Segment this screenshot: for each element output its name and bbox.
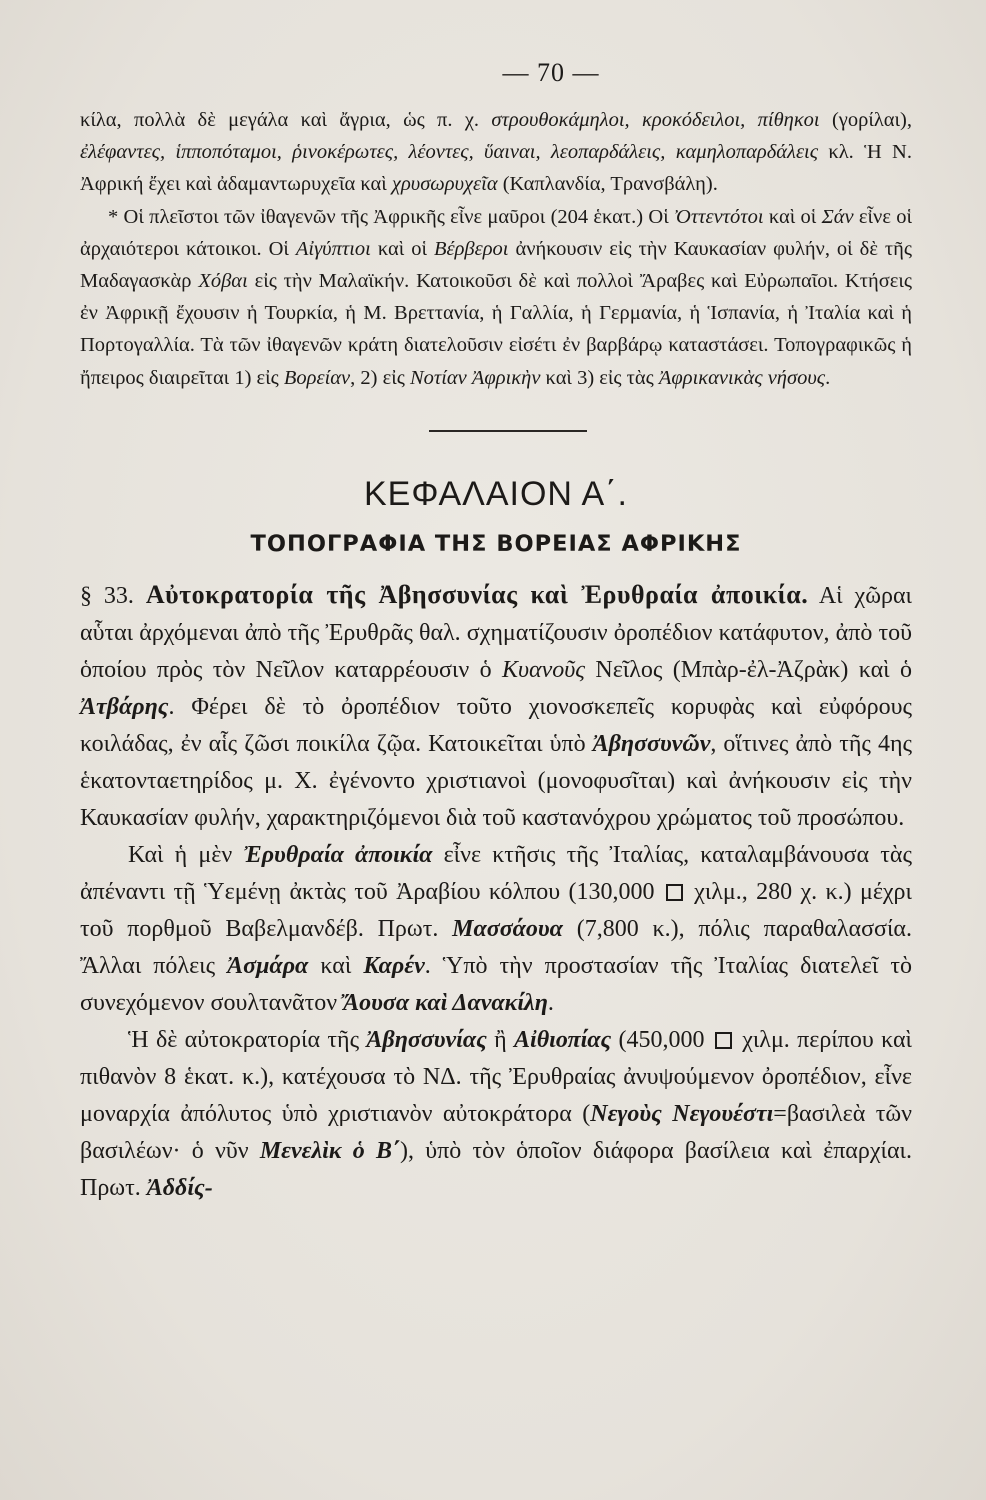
text-run: Αἱ χῶραι αὗται ἀρχόμεναι ἀπὸ τῆς Ἐρυθρᾶς θαλ. σχηματίζουσιν ὀροπέδιον κατάφυτον, ἀπὸ τοῦ ὁποίου πρὸς τὸν Νεῖλον καταρρέουσιν ὁ (80, 582, 913, 683)
text-run: ἐλέφαντες, ἱπποπόταμοι, ῥινοκέρωτες, λέοντες, ὕαιναι, λεοπαρδάλεις, καμηλοπαρδάλεις (80, 141, 819, 164)
abyssinia-paragraph (80, 1022, 912, 1207)
text-run: Καὶ ἡ μὲν (128, 841, 244, 868)
text-run: Χόβαι (198, 270, 248, 293)
footnote-paragraph-1 (80, 104, 912, 201)
text-run: Ἀδδίς- (146, 1174, 213, 1201)
text-run: Ἡ δὲ αὐτοκρατορία τῆς (128, 1026, 367, 1053)
text-run: * Οἱ πλεῖστοι τῶν ἰθαγενῶν τῆς Ἀφρικῆς εἶνε μαῦροι (204 ἑκατ.) Οἱ (108, 205, 675, 228)
text-run: (γορίλαι), (819, 109, 912, 131)
chapter-title: ΚΕΦΑΛΑΙΟΝ Α΄. (363, 474, 629, 513)
text-run: . (825, 366, 831, 389)
text-run: , 2) εἰς (350, 366, 410, 389)
section-33-paragraph (80, 576, 912, 837)
text-run: Ἄουσα καὶ Δανακίλη (343, 989, 548, 1016)
text-run: Αὐτοκρατορία τῆς Ἀβησσυνίας καὶ Ἐρυθραία ἀποικία. (145, 579, 809, 609)
text-run: καὶ 3) εἰς τὰς (540, 366, 659, 389)
text-run: Βορείαν (283, 366, 351, 389)
text-run: χιλμ., 280 χ. κ.) μέχρι τοῦ πορθμοῦ Βαβελμανδέβ. Πρωτ. (80, 878, 912, 942)
text-run: (450,000 (611, 1026, 712, 1053)
square-unit-icon (715, 1032, 732, 1049)
text-run: . Φέρει δὲ τὸ ὀροπέδιον τοῦτο χιονοσκεπεῖς κορυφὰς καὶ εὐφόρους κοιλάδας, ἐν αἷς ζῶσι ποικίλα ζῷα. Κατοικεῖται ὑπὸ (80, 693, 912, 757)
text-run: Ὀττεντότοι (674, 205, 764, 228)
text-run: Κυανοῦς (501, 656, 585, 683)
text-run: Νεῖλος (Μπὰρ-ἐλ-Ἀζρὰκ) καὶ ὁ (585, 656, 913, 683)
text-run: Νεγοὺς Νεγουέστι (590, 1100, 774, 1127)
text-run: Αἰγύπτιοι (295, 237, 371, 260)
text-run: Ἀσμάρα (227, 952, 309, 979)
text-run: ), ὑπὸ τὸν ὁποῖον διάφορα βασίλεια καὶ ἐπαρχίαι. Πρωτ. (80, 1137, 912, 1201)
text-run: καὶ οἱ (763, 205, 822, 228)
footnote-paragraph-2 (80, 201, 912, 394)
section-divider (429, 430, 587, 432)
text-run: (Καπλανδία, Τρανσβάλη). (497, 173, 718, 196)
text-run: Ἀτβάρης (80, 693, 169, 720)
eritrea-paragraph (80, 837, 912, 1022)
text-run: Ἐρυθραία ἀποικία (243, 841, 433, 868)
text-run: εἶνε οἱ ἀρχαιότεροι κάτοικοι. Οἱ (80, 205, 912, 260)
text-run: κίλα, πολλὰ δὲ μεγάλα καὶ ἄγρια, ὡς π. χ. (80, 109, 492, 131)
text-run: =βασιλεὰ τῶν βασιλέων· ὁ νῦν (80, 1100, 912, 1164)
text-run: Καρέν (363, 952, 425, 979)
text-run: Αἰθιοπίας (514, 1026, 612, 1053)
text-run: Μενελὶκ ὁ Β΄ (259, 1137, 400, 1164)
text-run: . (547, 989, 554, 1016)
text-run: . Ὑπὸ τὴν προστασίαν τῆς Ἰταλίας διατελεῖ τὸ συνεχόμενον σουλτανᾶτον (80, 952, 912, 1016)
text-run: καὶ (308, 952, 364, 979)
text-run: Νοτίαν Ἀφρικὴν (409, 366, 541, 389)
text-run: Βέρβεροι (433, 237, 509, 260)
text-run: Ἀφρικανικὰς νήσους (658, 366, 826, 389)
text-run: εἶνε κτῆσις τῆς Ἰταλίας, καταλαμβάνουσα τὰς ἀπέναντι τῇ Ὑεμένῃ ἀκτὰς τοῦ Ἀραβίου κόλπου (130,000 (80, 841, 912, 905)
square-unit-icon (666, 884, 683, 901)
text-run: χρυσωρυχεῖα (391, 173, 498, 196)
text-run: στρουθοκάμηλοι, κροκόδειλοι, πίθηκοι (491, 109, 820, 131)
text-run: χιλμ. περίπου καὶ πιθανὸν 8 ἑκατ. κ.), κατέχουσα τὸ ΝΔ. τῆς Ἐρυθραίας ἀνυψούμενον ὀροπέδιον, εἶνε μοναρχία ἀπόλυτος ὑπὸ χριστιανὸν αὐτοκράτορα ( (80, 1026, 912, 1127)
text-run: , οἵτινες ἀπὸ τῆς 4ης ἑκατονταετηρίδος μ. Χ. ἐγένοντο χριστιανοὶ (μονοφυσῖται) καὶ ἀνήκουσιν εἰς τὴν Καυκασίαν φυλήν, χαρακτηριζόμενοι διὰ τοῦ καστανόχρου χρώματος τοῦ προσώπου. (80, 730, 912, 831)
text-run: Μασσάουα (452, 915, 563, 942)
text-run: Ἀβησσυνίας (366, 1026, 487, 1053)
text-run: καὶ οἱ (370, 237, 434, 260)
text-run: εἰς τὴν Μαλαϊκήν. Κατοικοῦσι δὲ καὶ πολλοὶ Ἄραβες καὶ Εὐρωπαῖοι. Κτήσεις ἐν Ἀφρικῇ ἔχουσιν ἡ Τουρκία, ἡ Μ. Βρεττανία, ἡ Γαλλία, ἡ Γερμανία, ἡ Ἱσπανία, ἡ Ἰταλία καὶ ἡ Πορτογαλλία. Τὰ τῶν ἰθαγενῶν κράτη διατελοῦσιν εἰσέτι ἐν βαρβάρῳ καταστάσει. Τοπογραφικῶς ἡ ἤπειρος διαιρεῖται 1) εἰς (80, 270, 912, 389)
text-run: Ἀβησσυνῶν (592, 730, 711, 757)
page-number: — 70 — (502, 58, 600, 87)
text-run: κλ. Ἡ Ν. Ἀφρική ἔχει καὶ ἀδαμαντωρυχεῖα καὶ (80, 141, 912, 196)
text-run: ἢ (486, 1026, 515, 1053)
text-run: Σάν (821, 205, 854, 228)
footnote-section (80, 104, 912, 394)
text-run: ἀνήκουσιν εἰς τὴν Καυκασίαν φυλήν, οἱ δὲ τῆς Μαδαγασκὰρ (80, 237, 913, 293)
text-run: § 33. (80, 582, 146, 609)
text-run: (7,800 κ.), πόλις παραθαλασσία. Ἄλλαι πόλεις (80, 915, 912, 979)
chapter-subtitle: ΤΟΠΟΓΡΑΦΙΑ ΤΗΣ ΒΟΡΕΙΑΣ ΑΦΡΙΚΗΣ (250, 530, 742, 557)
main-text (80, 576, 912, 1207)
